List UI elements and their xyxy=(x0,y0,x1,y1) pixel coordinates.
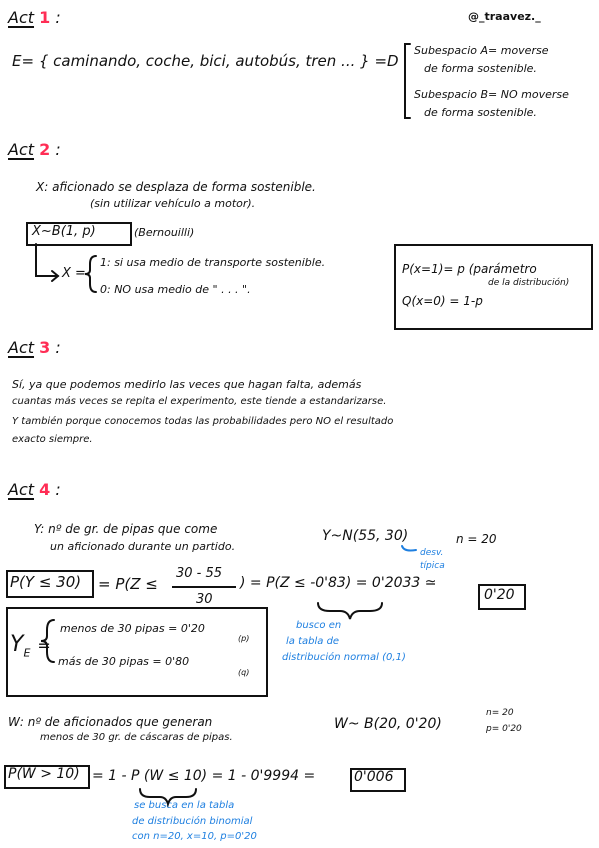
act1-number: 1 xyxy=(39,8,51,27)
act4-frac-numerator: 30 - 55 xyxy=(176,566,223,581)
act2-definition-line1: X: aficionado se desplaza de forma sostenible. xyxy=(36,180,316,194)
act2-colon: : xyxy=(55,140,61,159)
act4-std-arrow xyxy=(402,546,416,551)
act2-number: 2 xyxy=(39,140,51,159)
act4-ye-subscript: E xyxy=(23,646,31,660)
act4-y-distribution: Y~N(55, 30) xyxy=(322,528,409,544)
act4-calc-underbrace xyxy=(318,603,382,619)
act2-case-brace xyxy=(85,256,96,292)
act4-table-note-line3: distribución normal (0,1) xyxy=(282,652,406,663)
act2-distribution: X~B(1, p) xyxy=(32,224,96,239)
act4-ye-row2-sub: (q) xyxy=(238,668,250,677)
act4-binomial-note-line3: con n=20, x=10, p=0'20 xyxy=(132,831,257,842)
act4-label: Act xyxy=(8,480,35,499)
act1-subspace-b-line1: Subespacio B= NO moverse xyxy=(414,88,569,101)
act2-q-line: Q(x=0) = 1-p xyxy=(402,294,483,308)
act2-case-zero: 0: NO usa medio de " . . . ". xyxy=(100,283,251,296)
act4-colon: : xyxy=(55,480,61,499)
act4-std-note-line1: desv. xyxy=(420,548,444,558)
act2-arrow-head xyxy=(52,271,58,281)
act4-w-n: n= 20 xyxy=(486,708,514,718)
act2-arrow xyxy=(36,244,58,276)
act3-number: 3 xyxy=(39,338,51,357)
act2-case-one: 1: si usa medio de transporte sostenible. xyxy=(100,256,326,269)
act4-w-p: p= 0'20 xyxy=(486,724,522,734)
act4-calc-middle: ) = P(Z ≤ -0'83) = 0'2033 ≃ xyxy=(240,575,437,591)
act1-colon: : xyxy=(55,8,61,27)
act2-distribution-note: (Bernouilli) xyxy=(134,226,195,239)
act3-heading xyxy=(8,338,61,357)
act2-case-x-label: X = xyxy=(62,266,86,281)
act3-label: Act xyxy=(8,338,35,357)
act4-w-equation: = 1 - P (W ≤ 10) = 1 - 0'9994 = xyxy=(92,768,316,784)
act4-table-note-line1: busco en xyxy=(296,620,342,631)
act4-y-result: 0'20 xyxy=(484,587,515,603)
act4-w-distribution: W~ B(20, 0'20) xyxy=(334,716,442,732)
act3-line: Sí, ya que podemos medirlo las veces que hagan falta, además xyxy=(12,378,362,391)
act4-y-prob: P(Y ≤ 30) xyxy=(10,573,82,591)
act1-subspace-a-line1: Subespacio A= moverse xyxy=(414,44,549,57)
act4-binomial-note-line1: se busca en la tabla xyxy=(134,800,235,811)
act1-subspace-bracket xyxy=(405,44,410,118)
act3-line: Y también porque conocemos todas las probabilidades pero NO el resultado xyxy=(12,416,394,427)
act4-ye-equals: = xyxy=(37,636,51,655)
act4-w-prob: P(W > 10) xyxy=(8,766,80,782)
author-handle: @_traavez._ xyxy=(468,10,541,23)
act4-frac-bar xyxy=(172,586,236,588)
act4-table-note-line2: la tabla de xyxy=(286,636,340,647)
act1-subspace-a-line2: de forma sostenible. xyxy=(424,62,537,75)
act1-subspace-b-line2: de forma sostenible. xyxy=(424,106,537,119)
act4-ye-row1: menos de 30 pipas = 0'20 xyxy=(60,622,205,635)
act1-label: Act xyxy=(8,8,35,27)
act4-ye-row2: más de 30 pipas = 0'80 xyxy=(58,655,190,668)
act4-ye-row1-sub: (p) xyxy=(238,634,250,643)
act4-w-result: 0'006 xyxy=(354,769,394,785)
act2-label: Act xyxy=(8,140,35,159)
act4-y-definition-line2: un aficionado durante un partido. xyxy=(50,540,236,553)
act3-line: exacto siempre. xyxy=(12,434,93,445)
act2-p-line2: de la distribución) xyxy=(488,278,570,288)
act2-p-line1: P(x=1)= p (parámetro xyxy=(402,262,537,276)
act3-colon: : xyxy=(55,338,61,357)
act2-definition-line2: (sin utilizar vehículo a motor). xyxy=(90,197,256,210)
act4-std-note-line2: típica xyxy=(420,561,445,571)
act4-w-definition-line2: menos de 30 gr. de cáscaras de pipas. xyxy=(40,732,233,743)
act4-w-definition-line1: W: nº de aficionados que generan xyxy=(8,715,213,729)
act1-heading xyxy=(8,8,61,27)
act4-frac-denominator: 30 xyxy=(196,592,213,607)
act4-ye-label: Y xyxy=(10,632,24,657)
act4-y-definition-line1: Y: nº de gr. de pipas que come xyxy=(34,522,218,536)
act4-n-equals: n = 20 xyxy=(456,532,497,546)
act4-binomial-note-line2: de distribución binomial xyxy=(132,816,253,827)
act4-number: 4 xyxy=(39,480,51,499)
act4-calc-eq: = P(Z ≤ xyxy=(98,575,158,593)
act4-heading xyxy=(8,480,61,499)
act2-heading xyxy=(8,140,61,159)
act4-ye-symbol xyxy=(10,632,51,659)
act3-line: cuantas más veces se repita el experimento, este tiende a estandarizarse. xyxy=(12,396,387,407)
act1-sample-space: E= { caminando, coche, bici, autobús, tren ... } =D xyxy=(12,52,399,70)
